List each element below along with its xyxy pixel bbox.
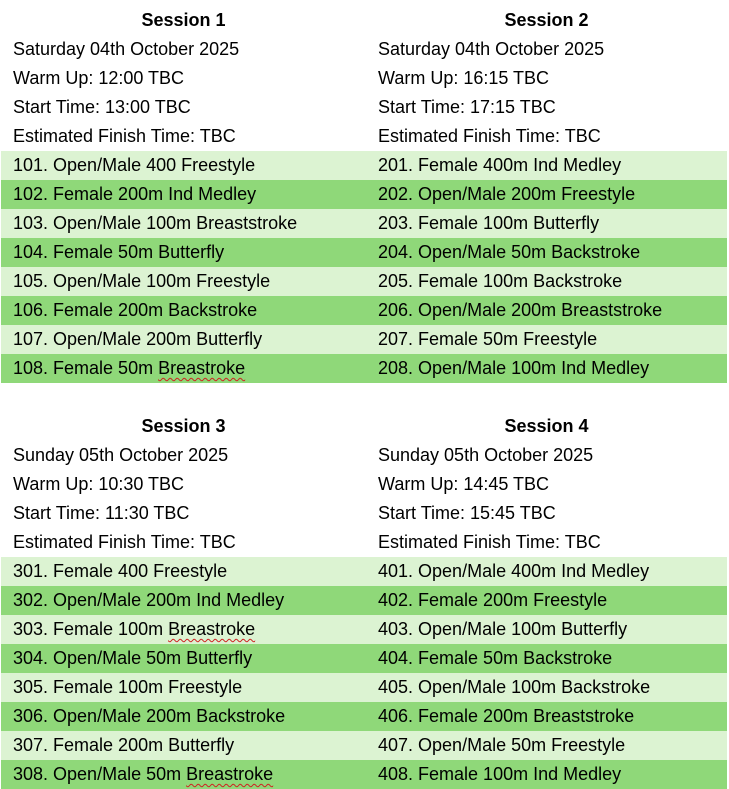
start-time: Start Time: 15:45 TBC — [378, 503, 556, 523]
session-date: Sunday 05th October 2025 — [378, 445, 594, 465]
session-title: Session 4 — [504, 416, 589, 436]
finish-time: Estimated Finish Time: TBC — [13, 532, 236, 552]
session-grid-2 — [1, 412, 727, 789]
event-item: 202. Open/Male 200m Freestyle — [366, 180, 727, 209]
event-item: 101. Open/Male 400 Freestyle — [1, 151, 366, 180]
event-item: 406. Female 200m Breaststroke — [366, 702, 727, 731]
finish-time: Estimated Finish Time: TBC — [378, 532, 601, 552]
event-item: 303. Female 100m Breastroke — [1, 615, 366, 644]
event-item: 108. Female 50m Breastroke — [1, 354, 366, 383]
event-item: 402. Female 200m Freestyle — [366, 586, 727, 615]
event-item: 201. Female 400m Ind Medley — [366, 151, 727, 180]
session-title: Session 1 — [141, 10, 226, 30]
event-item: 102. Female 200m Ind Medley — [1, 180, 366, 209]
event-item: 401. Open/Male 400m Ind Medley — [366, 557, 727, 586]
session-block-2 — [1, 412, 727, 789]
event-item: 302. Open/Male 200m Ind Medley — [1, 586, 366, 615]
session-date: Saturday 04th October 2025 — [378, 39, 605, 59]
event-item: 105. Open/Male 100m Freestyle — [1, 267, 366, 296]
session-date: Sunday 05th October 2025 — [13, 445, 229, 465]
event-item: 204. Open/Male 50m Backstroke — [366, 238, 727, 267]
event-item: 408. Female 100m Ind Medley — [366, 760, 727, 789]
finish-time: Estimated Finish Time: TBC — [378, 126, 601, 146]
event-item: 208. Open/Male 100m Ind Medley — [366, 354, 727, 383]
event-item: 405. Open/Male 100m Backstroke — [366, 673, 727, 702]
event-item: 404. Female 50m Backstroke — [366, 644, 727, 673]
session-title: Session 3 — [141, 416, 226, 436]
spellcheck-word: Breastroke — [168, 619, 256, 639]
event-item: 104. Female 50m Butterfly — [1, 238, 366, 267]
start-time: Start Time: 13:00 TBC — [13, 97, 191, 117]
event-item: 301. Female 400 Freestyle — [1, 557, 366, 586]
event-item: 305. Female 100m Freestyle — [1, 673, 366, 702]
event-item: 307. Female 200m Butterfly — [1, 731, 366, 760]
event-item: 107. Open/Male 200m Butterfly — [1, 325, 366, 354]
event-item: 403. Open/Male 100m Butterfly — [366, 615, 727, 644]
event-item: 203. Female 100m Butterfly — [366, 209, 727, 238]
finish-time: Estimated Finish Time: TBC — [13, 126, 236, 146]
session-block-1 — [1, 6, 727, 383]
warm-up-time: Warm Up: 12:00 TBC — [13, 68, 185, 88]
spellcheck-word: Breastroke — [158, 358, 246, 378]
session-date: Saturday 04th October 2025 — [13, 39, 240, 59]
event-item: 207. Female 50m Freestyle — [366, 325, 727, 354]
event-item: 106. Female 200m Backstroke — [1, 296, 366, 325]
warm-up-time: Warm Up: 14:45 TBC — [378, 474, 550, 494]
spellcheck-word: Breastroke — [186, 764, 274, 784]
event-item: 103. Open/Male 100m Breaststroke — [1, 209, 366, 238]
event-item: 306. Open/Male 200m Backstroke — [1, 702, 366, 731]
start-time: Start Time: 17:15 TBC — [378, 97, 556, 117]
event-item: 308. Open/Male 50m Breastroke — [1, 760, 366, 789]
event-item: 206. Open/Male 200m Breaststroke — [366, 296, 727, 325]
event-item: 205. Female 100m Backstroke — [366, 267, 727, 296]
event-item: 407. Open/Male 50m Freestyle — [366, 731, 727, 760]
warm-up-time: Warm Up: 10:30 TBC — [13, 474, 185, 494]
warm-up-time: Warm Up: 16:15 TBC — [378, 68, 550, 88]
start-time: Start Time: 11:30 TBC — [13, 503, 190, 523]
session-title: Session 2 — [504, 10, 589, 30]
session-grid-1 — [1, 6, 727, 383]
event-item: 304. Open/Male 50m Butterfly — [1, 644, 366, 673]
